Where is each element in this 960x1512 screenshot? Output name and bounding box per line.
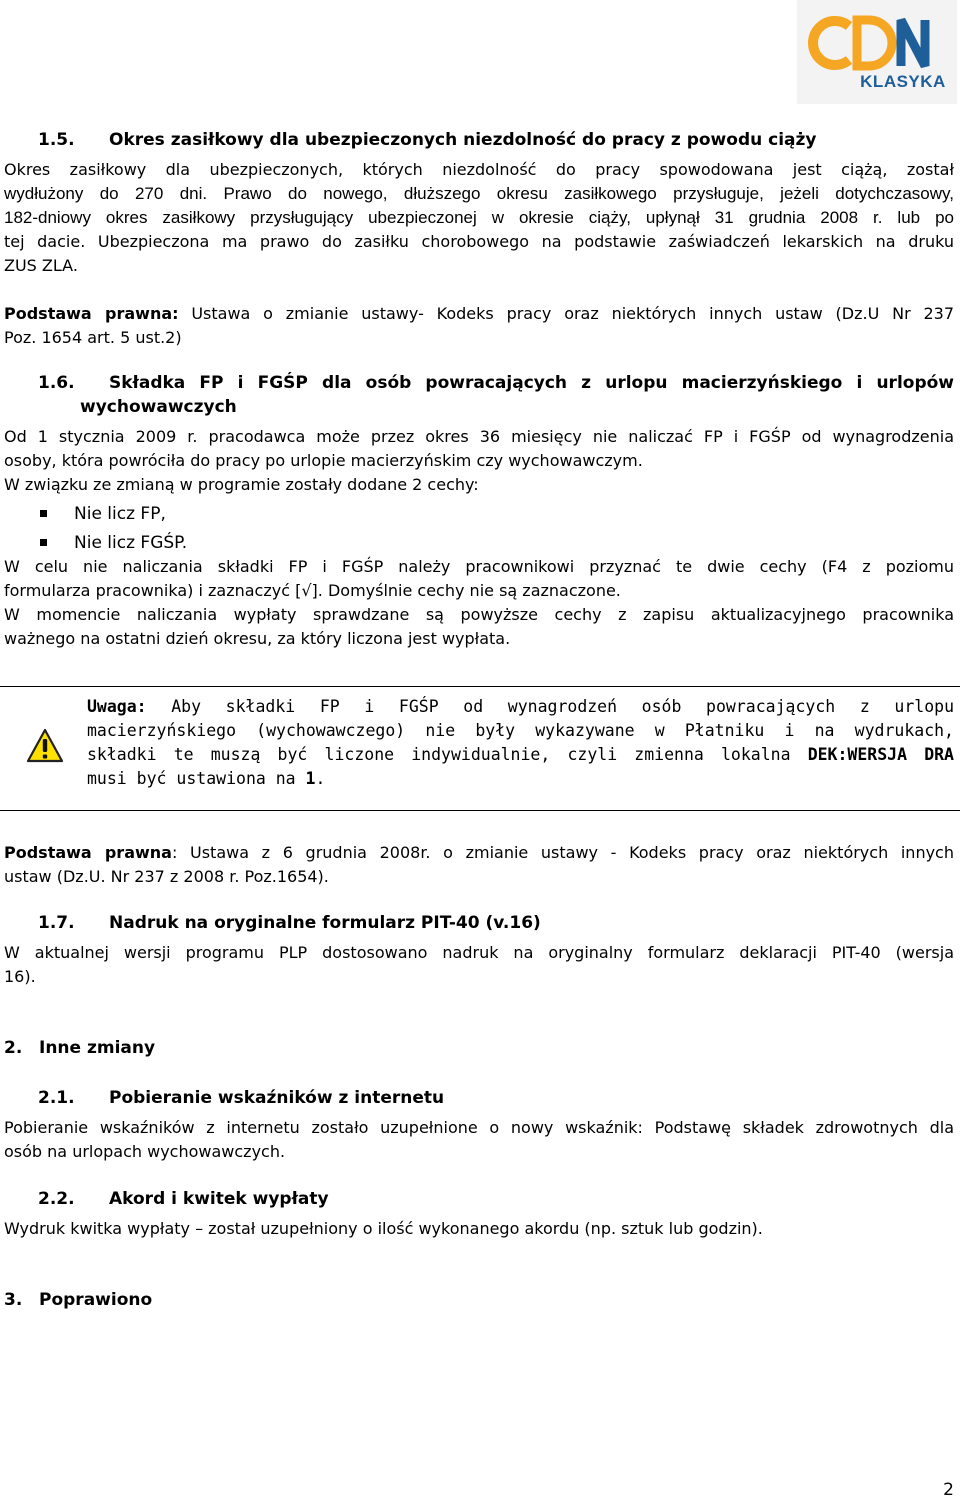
s15-line-2: wydłużony do 270 dni. Prawo do nowego, dłuższego okresu zasiłkowego przysługuje, jeżeli dotychczasowy, bbox=[4, 184, 954, 203]
logo-subtitle: KLASYKA bbox=[860, 72, 946, 91]
section-1-6-title-line-2: wychowawczych bbox=[80, 397, 237, 417]
note-text-end: . bbox=[315, 769, 326, 788]
s16-line-5: formularza pracownika) i zaznaczyć [√]. Domyślnie cechy nie są zaznaczone. bbox=[4, 581, 621, 600]
page-number: 2 bbox=[943, 1480, 954, 1500]
note-line-4 bbox=[87, 767, 954, 791]
s16-line-3: W związku ze zmianą w programie zostały dodane 2 cechy: bbox=[4, 475, 479, 494]
warning-icon bbox=[26, 727, 64, 765]
bullet-item-nie-licz-fgsp: Nie licz FGŚP. bbox=[74, 533, 188, 553]
section-1-5-number: 1.5. bbox=[38, 130, 75, 150]
section-2-number: 2. bbox=[4, 1038, 23, 1058]
section-2-2-title: Akord i kwitek wypłaty bbox=[109, 1189, 329, 1209]
section-2-2-number: 2.2. bbox=[38, 1189, 75, 1209]
note-line-1 bbox=[87, 695, 954, 719]
s15-line-3: 182-dniowy okres zasiłkowy przysługujący ubezpieczonej w okresie ciąży, upłynął 31 grudnia 2008 r. lub po bbox=[4, 208, 954, 227]
s16-line-4: W celu nie naliczania składki FP i FGŚP należy pracownikowi przyznać te dwie cechy (F4 z poziomu bbox=[4, 557, 954, 576]
note-text-3: składki te muszą być liczone indywidualnie, czyli zmienna lokalna bbox=[87, 745, 808, 764]
note-bottom-rule bbox=[0, 810, 960, 811]
legal-basis-2-text: : Ustawa z 6 grudnia 2008r. o zmianie ustawy - Kodeks pracy oraz niektórych innych bbox=[171, 843, 954, 862]
s16-line-6: W momencie naliczania wypłaty sprawdzane są powyższe cechy z zapisu aktualizacyjnego pracownika bbox=[4, 605, 954, 624]
legal-basis-2-line-1 bbox=[4, 841, 954, 865]
section-1-7-number: 1.7. bbox=[38, 913, 75, 933]
s17-line-2: 16). bbox=[4, 967, 36, 986]
local-variable-name: DEK:WERSJA DRA bbox=[807, 745, 954, 764]
cdn-klasyka-logo bbox=[797, 0, 957, 104]
legal-basis-2-label: Podstawa prawna bbox=[4, 843, 172, 862]
legal-basis-text: Ustawa o zmianie ustawy- Kodeks pracy oraz niektórych innych ustaw (Dz.U Nr 237 bbox=[178, 304, 954, 323]
note-text-4: musi być ustawiona na bbox=[87, 769, 306, 788]
note-label: Uwaga: bbox=[87, 697, 147, 716]
s21-line-1: Pobieranie wskaźników z internetu zostało uzupełnione o nowy wskaźnik: Podstawę składek zdrowotnych dla bbox=[4, 1118, 954, 1137]
s15-line-5: ZUS ZLA. bbox=[4, 256, 78, 275]
bullet-marker-icon bbox=[40, 539, 47, 546]
bullet-item-nie-licz-fp: Nie licz FP, bbox=[74, 504, 166, 524]
section-1-5-title: Okres zasiłkowy dla ubezpieczonych niezdolność do pracy z powodu ciąży bbox=[109, 130, 817, 150]
s15-line-1: Okres zasiłkowy dla ubezpieczonych, których niezdolność do pracy spowodowana jest ciążą, został bbox=[4, 160, 954, 179]
note-line-3 bbox=[87, 743, 954, 767]
section-2-1-number: 2.1. bbox=[38, 1088, 75, 1108]
s15-line-4: tej dacie. Ubezpieczona ma prawo do zasiłku chorobowego na podstawie zaświadczeń lekarskich na druku bbox=[4, 232, 954, 251]
s16-line-7: ważnego na ostatni dzień okresu, za który liczona jest wypłata. bbox=[4, 629, 511, 648]
s21-line-2: osób na urlopach wychowawczych. bbox=[4, 1142, 286, 1161]
note-line-2: macierzyńskiego (wychowawczego) nie były wykazywane w Płatniku i na wydrukach, bbox=[87, 721, 954, 740]
note-value: 1 bbox=[305, 769, 316, 788]
s22-line-1: Wydruk kwitka wypłaty – został uzupełniony o ilość wykonanego akordu (np. sztuk lub godzin). bbox=[4, 1219, 763, 1238]
section-2-1-title: Pobieranie wskaźników z internetu bbox=[109, 1088, 445, 1108]
s15-legal-line-2: Poz. 1654 art. 5 ust.2) bbox=[4, 328, 182, 347]
section-2-title: Inne zmiany bbox=[39, 1038, 156, 1058]
s16-line-1: Od 1 stycznia 2009 r. pracodawca może przez okres 36 miesięcy nie naliczać FP i FGŚP od wynagrodzenia bbox=[4, 427, 954, 446]
section-3-title: Poprawiono bbox=[39, 1290, 153, 1310]
section-3-number: 3. bbox=[4, 1290, 23, 1310]
section-1-7-title: Nadruk na oryginalne formularz PIT-40 (v.16) bbox=[109, 913, 541, 933]
bullet-marker-icon bbox=[40, 510, 47, 517]
s15-legal-line-1 bbox=[4, 302, 954, 326]
note-top-rule bbox=[0, 686, 960, 687]
note-text-1: Aby składki FP i FGŚP od wynagrodzeń osób powracających z urlopu bbox=[146, 697, 954, 716]
s17-line-1: W aktualnej wersji programu PLP dostosowano nadruk na oryginalny formularz deklaracji PIT-40 (wersja bbox=[4, 943, 954, 962]
s16-line-2: osoby, która powróciła do pracy po urlopie macierzyńskim czy wychowawczym. bbox=[4, 451, 643, 470]
legal-basis-label: Podstawa prawna: bbox=[4, 304, 179, 323]
legal-basis-2-line-2: ustaw (Dz.U. Nr 237 z 2008 r. Poz.1654). bbox=[4, 867, 329, 886]
section-1-6-number: 1.6. bbox=[38, 373, 75, 393]
section-1-6-title-line-1: Składka FP i FGŚP dla osób powracających z urlopu macierzyńskiego i urlopów bbox=[109, 373, 954, 393]
